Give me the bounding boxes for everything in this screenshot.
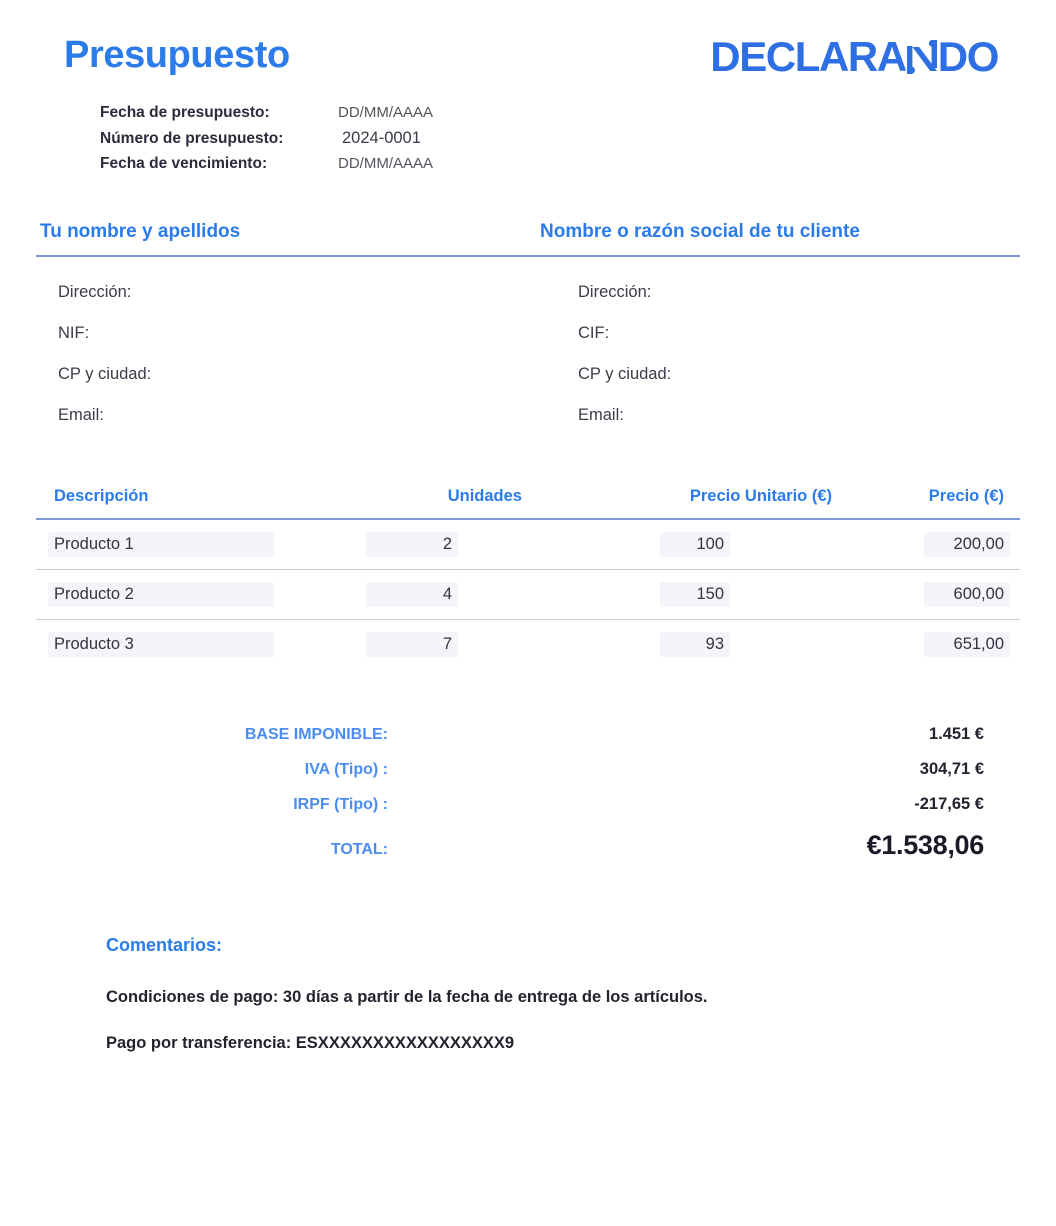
cell-unit-price	[504, 532, 762, 557]
vat-value: 304,71 €	[919, 760, 984, 778]
cell-description	[36, 632, 324, 657]
parties-headings	[36, 221, 1020, 255]
cell-unit-price	[504, 582, 762, 607]
cell-price	[762, 632, 1020, 657]
totals-section	[36, 725, 1020, 861]
totals-row-vat	[36, 760, 1008, 779]
cell-description	[36, 582, 324, 607]
document-header	[36, 0, 1020, 78]
item-units-field[interactable]: 4	[366, 582, 458, 607]
item-unit-price-field[interactable]: 150	[660, 582, 730, 607]
table-header-row	[36, 487, 1020, 518]
item-price-field[interactable]: 600,00	[924, 582, 1010, 607]
declarando-logo	[710, 34, 1020, 78]
item-units-field[interactable]: 7	[366, 632, 458, 657]
cell-price	[762, 582, 1020, 607]
issuer-fields	[36, 283, 538, 447]
page-title: Presupuesto	[64, 34, 290, 76]
brand-wordmark-part-2: DO	[937, 33, 998, 80]
stylized-n-icon	[907, 40, 937, 74]
cell-units	[324, 632, 504, 657]
totals-row-taxable-base	[36, 725, 1008, 744]
issuer-email-label[interactable]: Email:	[58, 406, 104, 424]
grand-total-label: TOTAL:	[330, 841, 388, 858]
parties-section	[36, 221, 1020, 447]
due-date-label: Fecha de vencimiento:	[100, 155, 268, 172]
cell-units	[324, 582, 504, 607]
item-description-field[interactable]: Producto 1	[48, 532, 274, 557]
table-row	[36, 570, 1020, 620]
client-email-label[interactable]: Email:	[578, 406, 624, 424]
issuer-address-label[interactable]: Dirección:	[58, 283, 132, 301]
quote-meta-block	[36, 104, 1020, 173]
comment-payment-terms[interactable]: Condiciones de pago: 30 días a partir de la fecha de entrega de los artículos.	[106, 988, 708, 1006]
comment-bank-transfer[interactable]: Pago por transferencia: ESXXXXXXXXXXXXXXXXX9	[106, 1034, 515, 1052]
quote-date-value[interactable]: DD/MM/AAAA	[338, 104, 434, 121]
taxable-base-label: BASE IMPONIBLE:	[244, 726, 388, 743]
column-header-unit-price: Precio Unitario (€)	[689, 487, 832, 505]
quote-date-label: Fecha de presupuesto:	[100, 104, 270, 121]
vat-label: IVA (Tipo) :	[304, 761, 388, 778]
cell-price	[762, 532, 1020, 557]
irpf-label: IRPF (Tipo) :	[293, 796, 388, 813]
issuer-postcode-city-label[interactable]: CP y ciudad:	[58, 365, 152, 383]
totals-row-irpf	[36, 795, 1008, 814]
meta-row-quote-date	[100, 104, 1020, 122]
item-description-field[interactable]: Producto 3	[48, 632, 274, 657]
taxable-base-value: 1.451 €	[928, 725, 984, 743]
issuer-heading: Tu nombre y apellidos	[40, 221, 241, 242]
client-fields	[538, 283, 1020, 447]
parties-fields	[36, 283, 1020, 447]
quote-number-value[interactable]: 2024-0001	[342, 129, 421, 147]
meta-row-due-date	[100, 155, 1020, 173]
meta-row-quote-number	[100, 129, 1020, 148]
cell-description	[36, 532, 324, 557]
line-items-table	[36, 487, 1020, 669]
table-row	[36, 620, 1020, 669]
brand-wordmark-part-1: DECLARA	[710, 33, 906, 80]
item-price-field[interactable]: 200,00	[924, 532, 1010, 557]
cell-unit-price	[504, 632, 762, 657]
client-postcode-city-label[interactable]: CP y ciudad:	[578, 365, 672, 383]
column-header-units: Unidades	[447, 487, 522, 505]
totals-row-grand-total	[36, 830, 1008, 861]
comments-title: Comentarios:	[106, 935, 223, 955]
item-unit-price-field[interactable]: 100	[660, 532, 730, 557]
quote-number-label: Número de presupuesto:	[100, 130, 284, 147]
client-address-label[interactable]: Dirección:	[578, 283, 652, 301]
column-header-description: Descripción	[54, 487, 149, 505]
item-unit-price-field[interactable]: 93	[660, 632, 730, 657]
table-row	[36, 520, 1020, 570]
cell-units	[324, 532, 504, 557]
due-date-value[interactable]: DD/MM/AAAA	[338, 155, 434, 172]
grand-total-value: €1.538,06	[866, 830, 984, 860]
item-units-field[interactable]: 2	[366, 532, 458, 557]
client-cif-label[interactable]: CIF:	[578, 324, 610, 342]
comments-section	[36, 935, 1020, 1053]
client-heading: Nombre o razón social de tu cliente	[540, 221, 860, 242]
issuer-nif-label[interactable]: NIF:	[58, 324, 90, 342]
parties-divider	[36, 255, 1020, 257]
column-header-price: Precio (€)	[928, 487, 1004, 505]
brand-wordmark	[710, 33, 998, 80]
item-price-field[interactable]: 651,00	[924, 632, 1010, 657]
irpf-value: -217,65 €	[914, 795, 984, 813]
item-description-field[interactable]: Producto 2	[48, 582, 274, 607]
